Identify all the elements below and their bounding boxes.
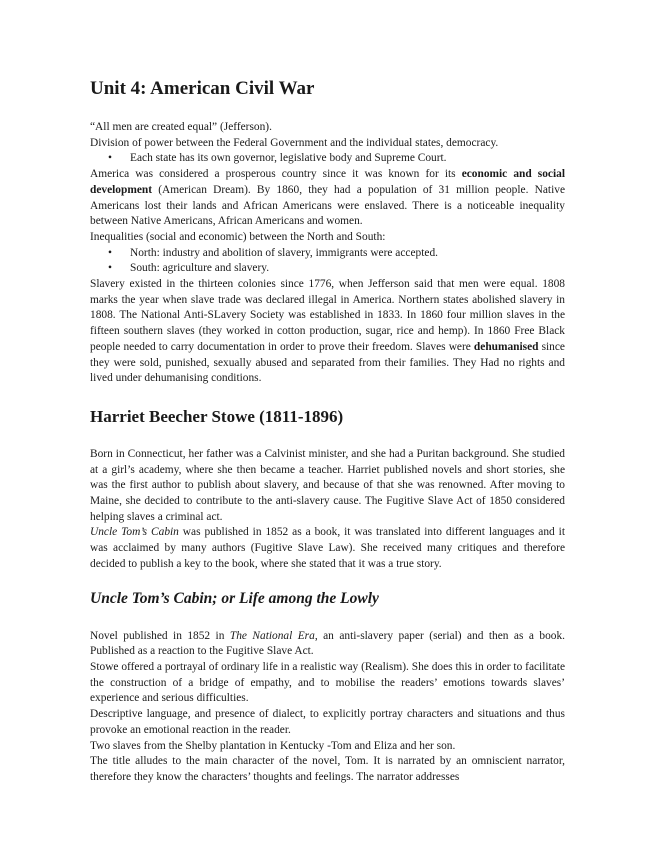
list-item: • North: industry and abolition of slavery, immigrants were accepted. [130, 246, 565, 262]
book-title-italic: Uncle Tom’s Cabin [90, 526, 179, 539]
division-paragraph: Division of power between the Federal Government and the individual states, democracy. [90, 136, 499, 149]
north-south-list [90, 246, 565, 277]
portrayal-paragraph: Stowe offered a portrayal of ordinary life in a realistic way (Realism). She does this in order to facilitate the construction of a bridge of empathy, and to mobilise the readers’ emotions towards slaves’ experience and serious difficulties. [90, 660, 565, 705]
bullet-icon: • [108, 152, 112, 165]
america-paragraph: America was considered a prosperous country since it was known for its economic and social development (American Dream). By 1860, they had a population of 31 million people. Native Americans lost their lands and African Americans were enslaved. There is a noticeable inequality between Native Americans, African Americans and women. [90, 168, 565, 228]
bullet-icon: • [108, 262, 112, 275]
emphasis-bold: dehumanised [473, 340, 539, 353]
unit-title: Unit 4: American Civil War [90, 78, 315, 99]
novel-heading: Uncle Tom’s Cabin; or Life among the Lowly [90, 589, 379, 607]
slaves-paragraph: Two slaves from the Shelby plantation in Kentucky -Tom and Eliza and her son. [90, 739, 456, 752]
inequalities-paragraph: Inequalities (social and economic) between the North and South: [90, 230, 386, 243]
jefferson-quote: “All men are created equal” (Jefferson). [90, 121, 272, 133]
list-item: • Each state has its own governor, legislative body and Supreme Court. [130, 151, 565, 167]
stowe-heading: Harriet Beecher Stowe (1811-1896) [90, 406, 344, 426]
slavery-paragraph: Slavery existed in the thirteen colonies since 1776, when Jefferson said that men were equal. 1808 marks the year when slave trade was declared illegal in America. Northern states abolished slavery in 1808. The National Anti-SLavery Society was established in 1833. In 1860 four million slaves in the fifteen southern slaves (they worked in cotton production, sugar, rice and hemp). In 1860 Free Black people needed to carry documentation in order to prove their freedom. Slaves were dehumanised since they were sold, punished, sexually abused and separated from their families. They Had no rights and lived under dehumanising conditions. [90, 278, 565, 385]
emphasis-bold: economic and social development [90, 168, 565, 196]
states-list [90, 151, 565, 167]
newspaper-title-italic: The National Era [229, 629, 315, 642]
list-item: • South: agriculture and slavery. [130, 261, 565, 277]
language-paragraph: Descriptive language, and presence of dialect, to explicitly portray characters and situations and thus provoke an emotional reaction in the reader. [90, 708, 565, 736]
cabin-paragraph: Uncle Tom’s Cabin was published in 1852 as a book, it was translated into different languages and it was acclaimed by many authors (Fugitive Slave Law). She received many critiques and therefore decided to publish a key to the book, where she stated that it was a true story. [90, 526, 565, 570]
title-allusion-paragraph: The title alludes to the main character of the novel, Tom. It is narrated by an omniscient narrator, therefore they know the characters’ thoughts and feelings. The narrator addresses [90, 755, 565, 783]
bullet-icon: • [108, 246, 112, 259]
publication-paragraph: Novel published in 1852 in The National Era, an anti-slavery paper (serial) and then as a book. Published as a reaction to the Fugitive Slave Act. [90, 629, 565, 658]
stowe-bio-paragraph: Born in Connecticut, her father was a Calvinist minister, and she had a Puritan background. She studied at a girl’s academy, where she then became a teacher. Harriet published novels and short stories, she was the first author to publish about slavery, and because of that she was renowned. After moving to Maine, she decided to contribute to the anti-slavery cause. The Fugitive Slave Act of 1850 considered helping slaves a criminal act. [90, 447, 565, 523]
